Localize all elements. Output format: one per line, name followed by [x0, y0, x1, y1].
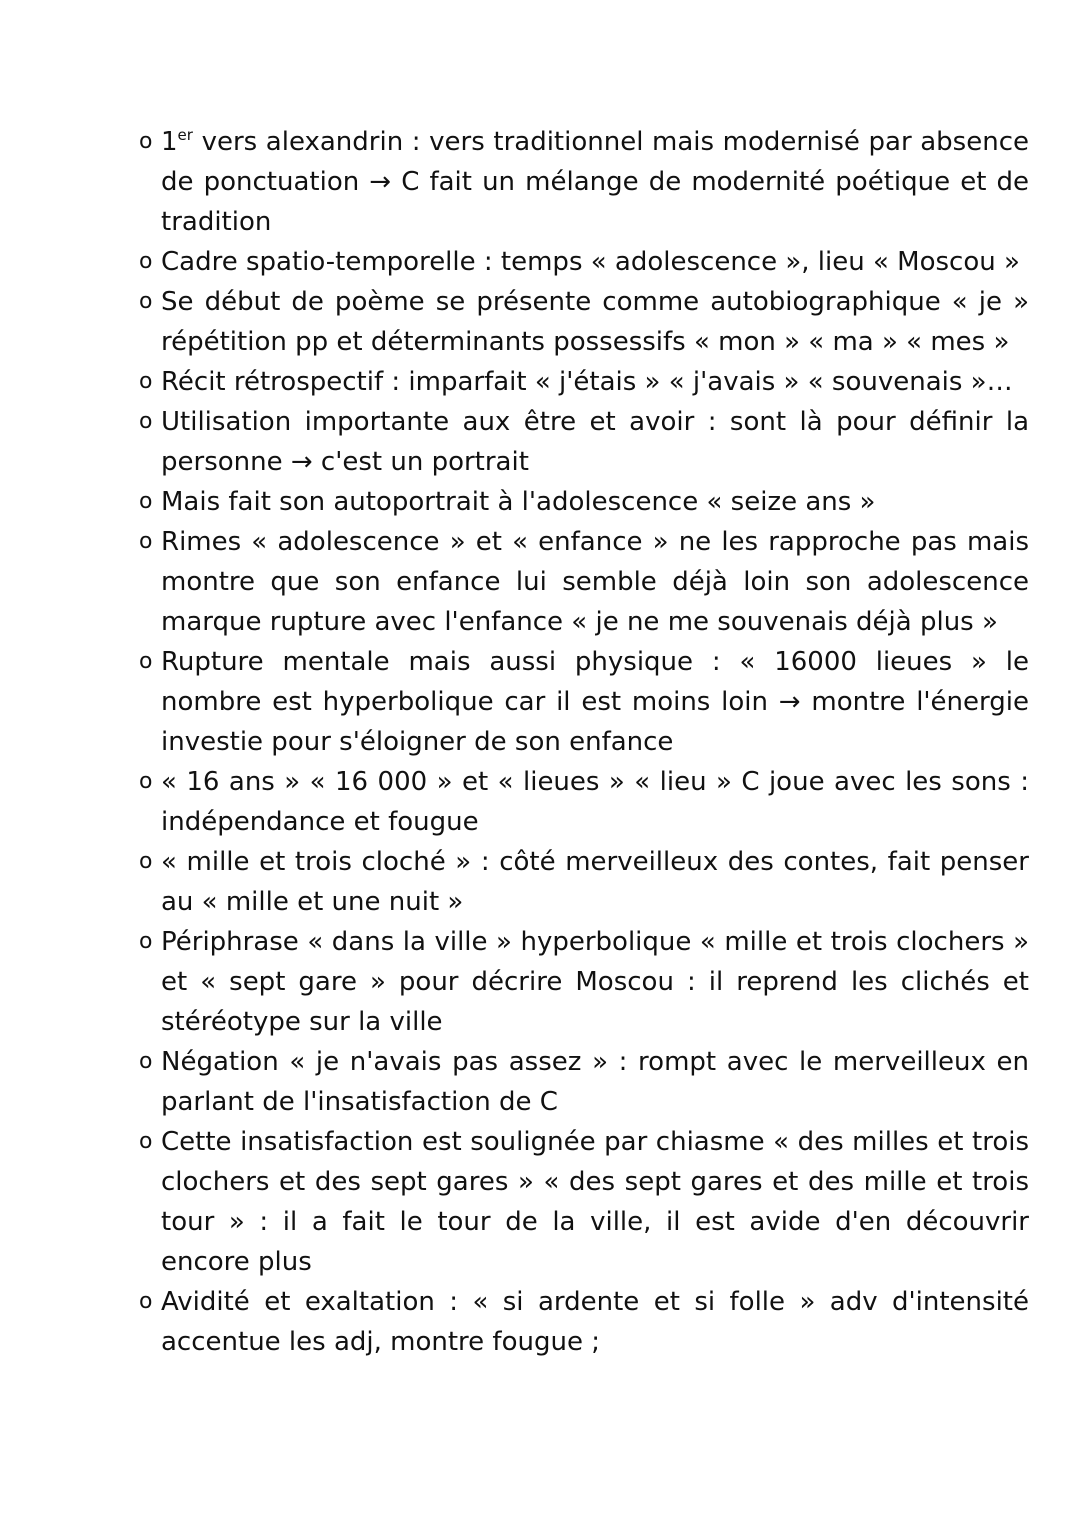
list-item — [139, 282, 1029, 362]
list-item — [139, 242, 1029, 282]
list-item-text: Négation « je n'avais pas assez » : rompt avec le merveilleux en parlant de l'insatisfaction de C — [161, 1047, 1029, 1117]
bullet-icon: o — [139, 249, 153, 274]
bullet-icon: o — [139, 409, 153, 434]
list-item-text: Se début de poème se présente comme autobiographique « je » répétition pp et déterminants possessifs « mon » « ma » « mes » — [161, 287, 1029, 357]
bullet-icon: o — [139, 289, 153, 314]
list-item-text: Périphrase « dans la ville » hyperbolique « mille et trois clochers » et « sept gare » pour décrire Moscou : il reprend les clichés et stéréotype sur la ville — [161, 927, 1029, 1037]
list-item-text: Cette insatisfaction est soulignée par chiasme « des milles et trois clochers et des sept gares » « des sept gares et des mille et trois tour » : il a fait le tour de la ville, il est avide d'en découvrir encore plus — [161, 1127, 1029, 1277]
list-item — [139, 922, 1029, 1042]
list-item — [139, 402, 1029, 482]
list-item — [139, 1042, 1029, 1122]
list-item-text: « 16 ans » « 16 000 » et « lieues » « lieu » C joue avec les sons : indépendance et fougue — [161, 767, 1029, 837]
list-item — [139, 482, 1029, 522]
list-item-text: « mille et trois cloché » : côté merveilleux des contes, fait penser au « mille et une nuit » — [161, 847, 1029, 917]
list-item — [139, 362, 1029, 402]
bullet-icon: o — [139, 529, 153, 554]
list-item-text: Récit rétrospectif : imparfait « j'étais » « j'avais » « souvenais »… — [161, 367, 1013, 397]
bullet-icon: o — [139, 1289, 153, 1314]
list-item-text: Avidité et exaltation : « si ardente et si folle » adv d'intensité accentue les adj, montre fougue ; — [161, 1287, 1029, 1357]
list-item — [139, 122, 1029, 242]
list-item — [139, 1282, 1029, 1362]
bullet-icon: o — [139, 769, 153, 794]
bullet-icon: o — [139, 489, 153, 514]
list-item-text: Rimes « adolescence » et « enfance » ne les rapproche pas mais montre que son enfance lui semble déjà loin son adolescence marque rupture avec l'enfance « je ne me souvenais déjà plus » — [161, 527, 1029, 637]
bullet-icon: o — [139, 1049, 153, 1074]
bullet-icon: o — [139, 929, 153, 954]
list-item — [139, 1122, 1029, 1282]
bullet-icon: o — [139, 129, 153, 154]
bullet-icon: o — [139, 649, 153, 674]
ordinal-number: 1 — [161, 127, 178, 157]
bullet-icon: o — [139, 849, 153, 874]
list-item-text: Mais fait son autoportrait à l'adolescence « seize ans » — [161, 487, 876, 517]
notes-list — [139, 122, 1029, 1362]
list-item-text: Cadre spatio-temporelle : temps « adolescence », lieu « Moscou » — [161, 247, 1020, 277]
bullet-icon: o — [139, 1129, 153, 1154]
list-item — [139, 642, 1029, 762]
list-item-text: vers alexandrin : vers traditionnel mais modernisé par absence de ponctuation → C fait un mélange de modernité poétique et de tradition — [161, 127, 1029, 237]
list-item-text: Utilisation importante aux être et avoir : sont là pour définir la personne → c'est un portrait — [161, 407, 1029, 477]
bullet-icon: o — [139, 369, 153, 394]
list-item — [139, 522, 1029, 642]
ordinal-suffix: er — [177, 126, 193, 144]
list-item — [139, 842, 1029, 922]
list-item-text: Rupture mentale mais aussi physique : « 16000 lieues » le nombre est hyperbolique car il est moins loin → montre l'énergie investie pour s'éloigner de son enfance — [161, 647, 1029, 757]
list-item — [139, 762, 1029, 842]
